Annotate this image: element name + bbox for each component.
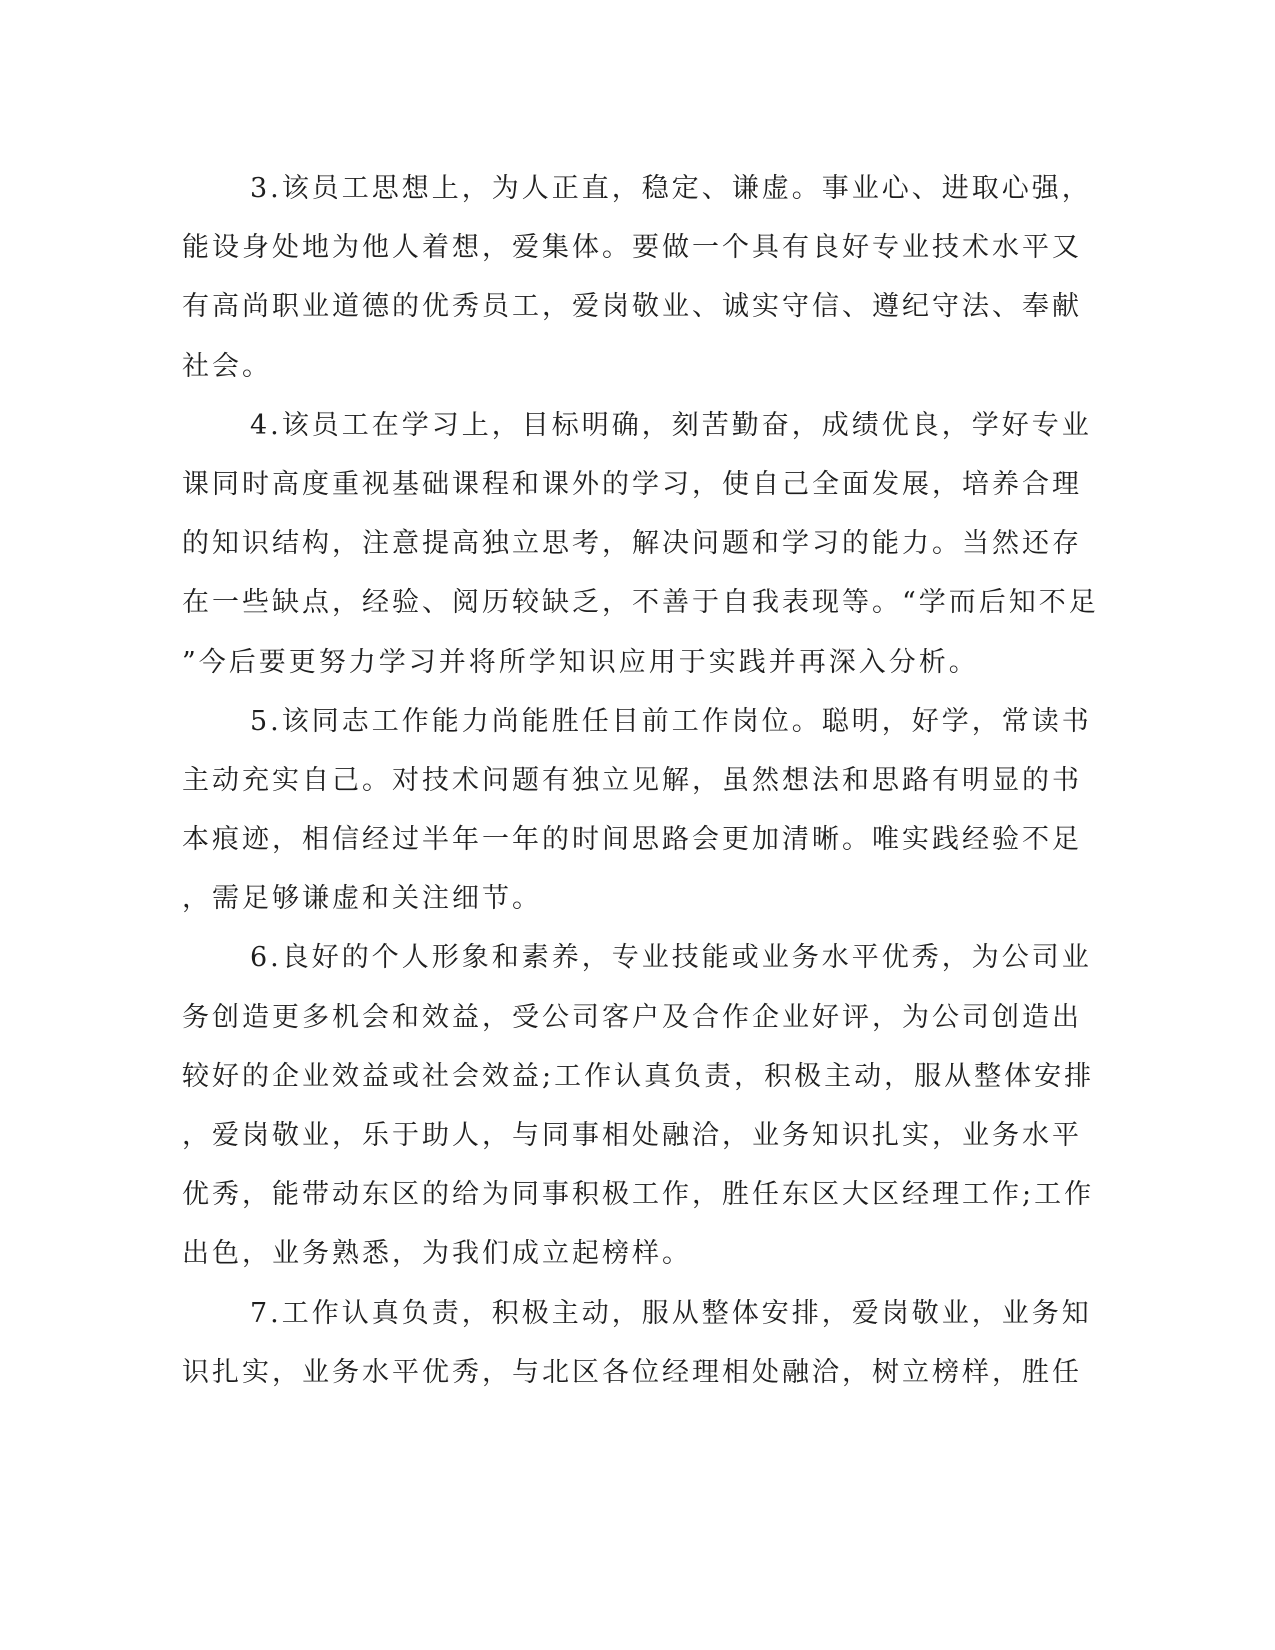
paragraph-7	[182, 1284, 1092, 1402]
paragraph-4	[182, 396, 1099, 692]
paragraph-line: 主动充实自己。对技术问题有独立见解，虽然想法和思路有明显的书	[182, 764, 1082, 796]
paragraph-line: 出色，业务熟悉，为我们成立起榜样。	[182, 1238, 692, 1270]
paragraph-line: 本痕迹，相信经过半年一年的时间思路会更加清晰。唯实践经验不足	[182, 824, 1082, 856]
paragraph-6	[182, 928, 1095, 1283]
paragraph-line: 识扎实，业务水平优秀，与北区各位经理相处融洽，树立榜样，胜任	[182, 1356, 1082, 1388]
paragraph-line: 社会。	[182, 350, 272, 382]
paragraph-line: 4.该员工在学习上，目标明确，刻苦勤奋，成绩优良，学好专业	[250, 409, 1092, 441]
paragraph-line: 7.工作认真负责，积极主动，服从整体安排，爱岗敬业，业务知	[250, 1297, 1092, 1329]
paragraph-line: 6.良好的个人形象和素养，专业技能或业务水平优秀，为公司业	[250, 942, 1092, 974]
paragraph-line: 在一些缺点，经验、阅历较缺乏，不善于自我表现等。“学而后知不足	[182, 587, 1099, 619]
paragraph-line: ，需足够谦虚和关注细节。	[182, 883, 542, 915]
paragraph-line: 课同时高度重视基础课程和课外的学习，使自己全面发展，培养合理	[182, 468, 1082, 500]
paragraph-line: 优秀，能带动东区的给为同事积极工作，胜任东区大区经理工作;工作	[182, 1179, 1095, 1211]
paragraph-line: 较好的企业效益或社会效益;工作认真负责，积极主动，服从整体安排	[182, 1060, 1095, 1092]
document-body	[182, 159, 1099, 1402]
paragraph-line: ”今后要更努力学习并将所学知识应用于实践并再深入分析。	[182, 646, 979, 678]
paragraph-3	[182, 159, 1092, 396]
paragraph-line: 有高尚职业道德的优秀员工，爱岗敬业、诚实守信、遵纪守法、奉献	[182, 291, 1082, 323]
paragraph-line: 5.该同志工作能力尚能胜任目前工作岗位。聪明，好学，常读书	[250, 705, 1092, 737]
paragraph-line: ，爱岗敬业，乐于助人，与同事相处融洽，业务知识扎实，业务水平	[182, 1120, 1082, 1151]
paragraph-line: 能设身处地为他人着想，爱集体。要做一个具有良好专业技术水平又	[182, 232, 1082, 264]
paragraph-line: 务创造更多机会和效益，受公司客户及合作企业好评，为公司创造出	[182, 1001, 1082, 1033]
paragraph-line: 3.该员工思想上，为人正直，稳定、谦虚。事业心、进取心强，	[250, 173, 1092, 204]
paragraph-5	[182, 692, 1092, 929]
paragraph-line: 的知识结构，注意提高独立思考，解决问题和学习的能力。当然还存	[182, 528, 1082, 560]
